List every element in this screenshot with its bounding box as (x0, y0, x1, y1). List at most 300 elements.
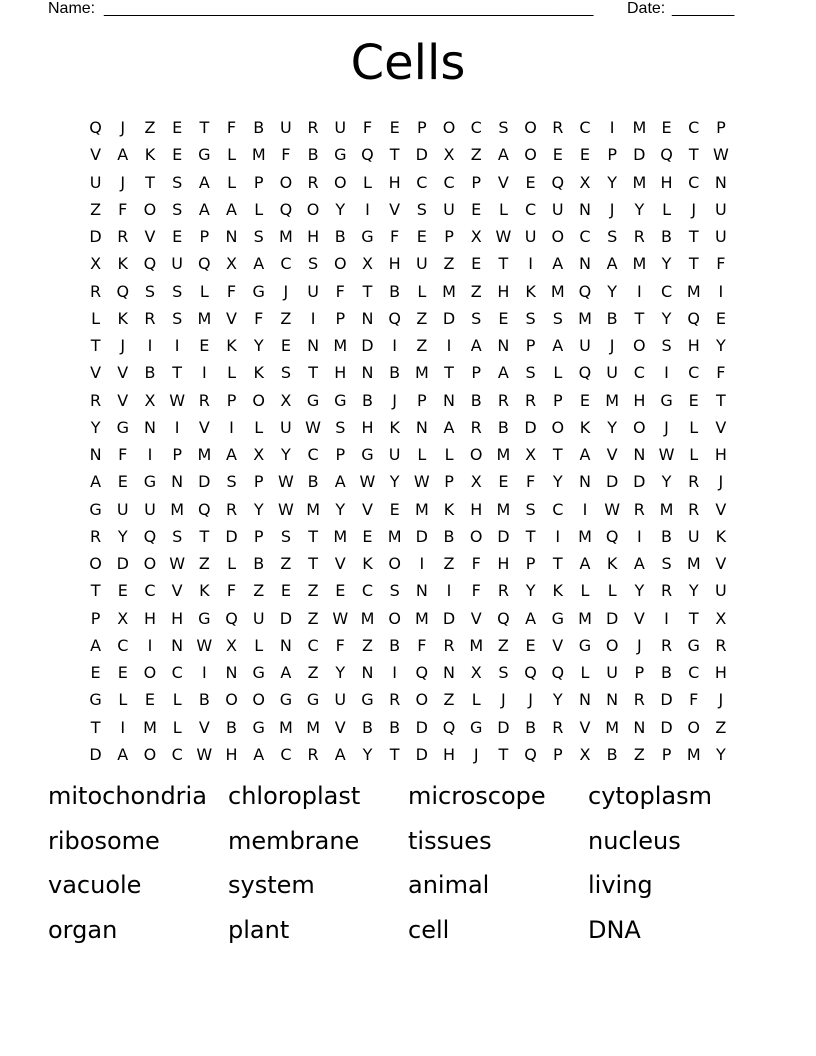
grid-letter[interactable]: V (470, 608, 482, 628)
grid-letter[interactable]: L (118, 690, 128, 710)
grid-letter[interactable]: E (389, 499, 400, 519)
grid-letter[interactable]: O (143, 744, 157, 764)
grid-letter[interactable]: Y (90, 417, 101, 437)
grid-letter[interactable]: L (227, 172, 236, 192)
grid-letter[interactable]: D (415, 744, 428, 764)
grid-letter[interactable]: R (715, 635, 727, 655)
grid-letter[interactable]: C (688, 172, 700, 192)
grid-letter[interactable]: F (118, 199, 128, 219)
grid-letter[interactable]: E (280, 336, 291, 355)
grid-letter[interactable]: O (605, 635, 619, 655)
grid-letter[interactable]: Q (279, 199, 293, 219)
grid-letter[interactable]: A (253, 254, 265, 274)
grid-letter[interactable]: E (661, 118, 672, 137)
grid-letter[interactable]: W (712, 145, 729, 165)
grid-letter[interactable]: R (90, 526, 102, 546)
grid-letter[interactable]: R (660, 635, 673, 655)
grid-letter[interactable]: C (579, 227, 591, 246)
grid-letter[interactable]: Y (253, 499, 264, 519)
grid-letter[interactable]: U (415, 254, 428, 274)
grid-letter[interactable]: S (525, 363, 536, 383)
grid-letter[interactable]: U (280, 118, 292, 137)
grid-letter[interactable]: Q (388, 308, 401, 328)
grid-letter[interactable]: E (199, 336, 210, 355)
grid-letter[interactable]: V (90, 363, 102, 383)
grid-letter[interactable]: T (172, 363, 183, 383)
grid-letter[interactable]: G (361, 690, 374, 710)
grid-letter[interactable]: I (664, 608, 669, 628)
grid-letter[interactable]: D (633, 472, 646, 492)
grid-letter[interactable]: S (552, 308, 563, 328)
grid-letter[interactable]: G (470, 717, 483, 737)
grid-letter[interactable]: O (415, 690, 429, 710)
grid-letter[interactable]: C (307, 635, 319, 655)
grid-letter[interactable]: N (415, 417, 428, 437)
grid-letter[interactable]: M (197, 308, 212, 328)
grid-letter[interactable]: C (579, 118, 591, 137)
grid-letter[interactable]: R (497, 581, 509, 601)
grid-letter[interactable]: H (171, 608, 184, 628)
grid-letter[interactable]: I (147, 336, 153, 355)
grid-letter[interactable]: M (442, 281, 456, 301)
grid-letter[interactable]: Q (497, 608, 510, 628)
grid-letter[interactable]: W (277, 499, 294, 519)
grid-letter[interactable]: L (227, 363, 236, 383)
grid-letter[interactable]: K (715, 526, 727, 546)
grid-letter[interactable]: D (442, 308, 456, 328)
grid-letter[interactable]: C (171, 663, 183, 682)
grid-letter[interactable]: M (605, 717, 620, 737)
grid-letter[interactable]: T (688, 254, 699, 274)
grid-letter[interactable]: R (688, 499, 700, 519)
grid-letter[interactable]: N (361, 363, 374, 383)
grid-letter[interactable]: M (306, 499, 320, 519)
grid-letter[interactable]: I (201, 363, 207, 383)
grid-letter[interactable]: M (414, 499, 429, 519)
grid-letter[interactable]: C (688, 363, 700, 383)
grid-letter[interactable]: O (469, 526, 483, 546)
grid-letter[interactable]: Y (607, 172, 618, 192)
grid-letter[interactable]: P (716, 118, 726, 137)
grid-letter[interactable]: M (279, 717, 293, 737)
grid-letter[interactable]: J (609, 199, 615, 219)
grid-letter[interactable]: Y (525, 581, 536, 601)
grid-letter[interactable]: H (470, 499, 483, 519)
grid-letter[interactable]: D (361, 336, 374, 355)
grid-letter[interactable]: T (552, 554, 563, 573)
grid-letter[interactable]: M (632, 118, 647, 137)
grid-letter[interactable]: J (473, 744, 479, 764)
grid-letter[interactable]: Q (143, 254, 157, 274)
grid-letter[interactable]: X (470, 663, 482, 682)
grid-letter[interactable]: I (636, 281, 642, 301)
grid-letter[interactable]: N (225, 663, 238, 682)
grid-letter[interactable]: Z (144, 118, 156, 137)
grid-letter[interactable]: I (229, 417, 234, 437)
grid-letter[interactable]: G (198, 145, 211, 165)
grid-letter[interactable]: L (172, 717, 182, 737)
grid-letter[interactable]: C (307, 445, 319, 464)
grid-letter[interactable]: L (553, 363, 563, 383)
grid-letter[interactable]: A (334, 472, 346, 492)
grid-letter[interactable]: L (689, 445, 699, 464)
grid-letter[interactable]: F (362, 118, 373, 137)
grid-letter[interactable]: Q (524, 663, 537, 682)
grid-letter[interactable]: X (443, 145, 455, 165)
grid-letter[interactable]: L (227, 145, 236, 165)
grid-letter[interactable]: D (198, 472, 211, 492)
grid-letter[interactable]: R (688, 472, 700, 492)
grid-letter[interactable]: T (389, 145, 400, 165)
grid-letter[interactable]: A (470, 336, 482, 355)
grid-letter[interactable]: T (688, 608, 699, 628)
grid-letter[interactable]: P (634, 663, 645, 682)
grid-letter[interactable]: H (143, 608, 156, 628)
grid-letter[interactable]: I (201, 663, 207, 682)
grid-letter[interactable]: T (362, 281, 373, 301)
grid-letter[interactable]: T (498, 744, 509, 764)
grid-letter[interactable]: E (144, 690, 156, 710)
grid-letter[interactable]: Q (361, 145, 374, 165)
grid-letter[interactable]: W (196, 635, 213, 655)
grid-letter[interactable]: F (417, 635, 427, 655)
grid-letter[interactable]: U (551, 199, 564, 219)
grid-letter[interactable]: V (171, 581, 183, 601)
grid-letter[interactable]: E (471, 199, 482, 219)
grid-letter[interactable]: N (143, 417, 156, 437)
grid-letter[interactable]: B (389, 635, 401, 655)
grid-letter[interactable]: K (144, 145, 156, 165)
grid-letter[interactable]: J (501, 690, 506, 710)
grid-letter[interactable]: O (687, 717, 701, 737)
grid-letter[interactable]: M (578, 526, 592, 546)
grid-letter[interactable]: Y (716, 744, 726, 764)
grid-letter[interactable]: Q (198, 254, 211, 274)
grid-letter[interactable]: L (471, 690, 481, 710)
grid-letter[interactable]: T (308, 526, 318, 546)
grid-letter[interactable]: L (254, 199, 264, 219)
grid-letter[interactable]: I (664, 363, 669, 383)
grid-letter[interactable]: V (361, 499, 373, 519)
grid-letter[interactable]: P (444, 472, 454, 492)
grid-letter[interactable]: E (280, 581, 291, 601)
grid-letter[interactable]: P (253, 172, 264, 192)
grid-letter[interactable]: S (335, 417, 346, 437)
grid-letter[interactable]: K (117, 308, 129, 328)
grid-letter[interactable]: A (90, 635, 102, 655)
grid-letter[interactable]: X (715, 608, 727, 628)
grid-letter[interactable]: W (169, 390, 186, 410)
grid-letter[interactable]: I (365, 199, 370, 219)
grid-letter[interactable]: B (497, 417, 509, 437)
grid-letter[interactable]: J (392, 390, 398, 410)
grid-letter[interactable]: N (279, 635, 292, 655)
grid-letter[interactable]: N (89, 445, 102, 464)
grid-letter[interactable]: B (389, 717, 401, 737)
grid-letter[interactable]: Y (661, 254, 672, 274)
grid-letter[interactable]: S (661, 336, 672, 355)
grid-letter[interactable]: P (253, 526, 264, 546)
grid-letter[interactable]: G (89, 690, 102, 710)
grid-letter[interactable]: E (688, 390, 699, 410)
grid-letter[interactable]: O (279, 172, 293, 192)
grid-letter[interactable]: G (252, 281, 265, 301)
grid-letter[interactable]: T (90, 717, 101, 737)
grid-letter[interactable]: Z (416, 336, 428, 355)
grid-letter[interactable]: R (552, 118, 564, 137)
grid-letter[interactable]: P (607, 145, 617, 165)
grid-letter[interactable]: W (169, 554, 186, 573)
grid-letter[interactable]: P (199, 227, 210, 246)
grid-letter[interactable]: H (714, 445, 727, 464)
grid-letter[interactable]: E (579, 390, 591, 410)
grid-letter[interactable]: I (174, 336, 180, 355)
grid-letter[interactable]: L (91, 308, 101, 328)
grid-letter[interactable]: I (147, 445, 153, 464)
grid-letter[interactable]: V (715, 499, 727, 519)
grid-letter[interactable]: T (716, 390, 726, 410)
grid-letter[interactable]: O (252, 390, 266, 410)
grid-letter[interactable]: I (609, 118, 615, 137)
grid-letter[interactable]: N (578, 254, 591, 274)
grid-letter[interactable]: W (196, 744, 213, 764)
grid-letter[interactable]: C (144, 581, 156, 601)
grid-letter[interactable]: D (524, 417, 537, 437)
grid-letter[interactable]: M (578, 608, 592, 628)
grid-letter[interactable]: Q (442, 717, 456, 737)
grid-letter[interactable]: F (525, 472, 536, 492)
grid-letter[interactable]: O (143, 199, 157, 219)
grid-letter[interactable]: P (90, 608, 101, 628)
grid-letter[interactable]: N (497, 336, 510, 355)
grid-letter[interactable]: Y (253, 336, 264, 355)
grid-letter[interactable]: O (633, 417, 646, 437)
grid-letter[interactable]: W (305, 417, 321, 437)
grid-letter[interactable]: C (688, 118, 700, 137)
grid-letter[interactable]: K (579, 417, 591, 437)
grid-letter[interactable]: M (632, 254, 647, 274)
grid-letter[interactable]: Z (307, 608, 319, 628)
grid-letter[interactable]: R (307, 118, 319, 137)
grid-letter[interactable]: Y (335, 499, 346, 519)
grid-letter[interactable]: U (334, 690, 347, 710)
grid-letter[interactable]: U (579, 336, 591, 355)
grid-letter[interactable]: F (390, 227, 400, 246)
grid-letter[interactable]: M (197, 445, 212, 464)
grid-letter[interactable]: I (419, 554, 425, 573)
grid-letter[interactable]: T (199, 118, 210, 137)
grid-letter[interactable]: Y (552, 472, 563, 492)
grid-letter[interactable]: O (551, 227, 565, 246)
grid-letter[interactable]: L (254, 417, 264, 437)
grid-letter[interactable]: L (498, 199, 508, 219)
grid-letter[interactable]: C (470, 118, 482, 137)
grid-letter[interactable]: C (660, 281, 673, 301)
grid-letter[interactable]: M (686, 281, 701, 301)
grid-letter[interactable]: N (415, 581, 428, 601)
grid-letter[interactable]: H (443, 744, 456, 764)
grid-letter[interactable]: T (90, 581, 101, 601)
grid-letter[interactable]: V (117, 363, 129, 383)
grid-letter[interactable]: R (525, 390, 537, 410)
grid-letter[interactable]: S (172, 308, 183, 328)
grid-letter[interactable]: Z (443, 690, 455, 710)
grid-letter[interactable]: F (254, 308, 264, 328)
grid-letter[interactable]: N (714, 172, 727, 192)
grid-letter[interactable]: P (471, 172, 482, 192)
grid-letter[interactable]: C (117, 635, 129, 655)
grid-letter[interactable]: U (715, 199, 727, 219)
grid-letter[interactable]: D (497, 526, 510, 546)
grid-letter[interactable]: U (388, 445, 401, 464)
grid-letter[interactable]: K (199, 581, 210, 601)
grid-letter[interactable]: Y (552, 690, 563, 710)
grid-letter[interactable]: A (552, 254, 564, 274)
grid-letter[interactable]: R (552, 717, 564, 737)
grid-letter[interactable]: S (308, 254, 319, 274)
grid-letter[interactable]: U (687, 526, 700, 546)
grid-letter[interactable]: S (607, 227, 618, 246)
grid-letter[interactable]: I (392, 336, 398, 355)
grid-letter[interactable]: J (664, 417, 669, 437)
grid-letter[interactable]: E (552, 145, 563, 165)
grid-letter[interactable]: O (306, 199, 320, 219)
grid-letter[interactable]: M (306, 717, 320, 737)
grid-letter[interactable]: Q (605, 526, 619, 546)
grid-letter[interactable]: U (280, 417, 292, 437)
grid-letter[interactable]: P (471, 363, 482, 383)
grid-letter[interactable]: Y (607, 417, 618, 437)
grid-letter[interactable]: X (144, 390, 156, 410)
grid-letter[interactable]: H (633, 390, 646, 410)
grid-letter[interactable]: C (525, 199, 537, 219)
grid-letter[interactable]: S (172, 172, 183, 192)
grid-letter[interactable]: E (416, 227, 427, 246)
grid-letter[interactable]: A (117, 145, 129, 165)
grid-letter[interactable]: P (661, 744, 672, 764)
grid-letter[interactable]: T (90, 336, 101, 355)
grid-letter[interactable]: O (551, 417, 565, 437)
grid-letter[interactable]: V (198, 417, 210, 437)
grid-letter[interactable]: F (226, 581, 237, 601)
grid-letter[interactable]: D (660, 690, 673, 710)
grid-letter[interactable]: H (388, 254, 401, 274)
grid-letter[interactable]: X (117, 608, 129, 628)
grid-letter[interactable]: R (307, 744, 319, 764)
grid-letter[interactable]: I (528, 254, 533, 274)
grid-letter[interactable]: L (444, 445, 454, 464)
grid-letter[interactable]: G (551, 608, 564, 628)
grid-letter[interactable]: S (226, 472, 237, 492)
date-field[interactable]: _______ (672, 0, 735, 17)
grid-letter[interactable]: N (171, 472, 184, 492)
grid-letter[interactable]: U (606, 663, 619, 682)
grid-letter[interactable]: F (471, 581, 481, 601)
grid-letter[interactable]: G (306, 390, 320, 410)
grid-letter[interactable]: S (144, 281, 156, 301)
grid-letter[interactable]: M (251, 145, 266, 165)
grid-letter[interactable]: L (689, 417, 699, 437)
grid-letter[interactable]: S (525, 499, 536, 519)
grid-letter[interactable]: E (525, 635, 536, 655)
grid-letter[interactable]: P (552, 390, 563, 410)
grid-letter[interactable]: C (280, 254, 292, 274)
grid-letter[interactable]: E (172, 118, 183, 137)
grid-letter[interactable]: B (334, 227, 346, 246)
grid-letter[interactable]: O (524, 145, 537, 165)
grid-letter[interactable]: R (90, 281, 102, 301)
grid-letter[interactable]: P (525, 554, 536, 573)
grid-letter[interactable]: R (633, 227, 645, 246)
grid-letter[interactable]: N (361, 663, 374, 682)
grid-letter[interactable]: Z (307, 663, 319, 682)
grid-letter[interactable]: Q (524, 744, 537, 764)
grid-letter[interactable]: O (388, 554, 401, 573)
grid-letter[interactable]: O (633, 336, 646, 355)
grid-letter[interactable]: A (525, 608, 537, 628)
grid-letter[interactable]: G (578, 635, 592, 655)
grid-letter[interactable]: C (552, 499, 564, 519)
grid-letter[interactable]: T (688, 145, 699, 165)
grid-letter[interactable]: V (334, 717, 346, 737)
grid-letter[interactable]: H (225, 744, 238, 764)
grid-letter[interactable]: A (198, 172, 210, 192)
grid-letter[interactable]: I (446, 581, 452, 601)
grid-letter[interactable]: G (279, 690, 293, 710)
grid-letter[interactable]: T (498, 254, 509, 274)
grid-letter[interactable]: G (361, 445, 374, 464)
grid-letter[interactable]: L (580, 581, 590, 601)
grid-letter[interactable]: Q (143, 526, 157, 546)
grid-letter[interactable]: M (496, 499, 511, 519)
grid-letter[interactable]: W (495, 227, 512, 246)
grid-letter[interactable]: W (277, 472, 294, 492)
grid-letter[interactable]: X (280, 390, 292, 410)
grid-letter[interactable]: Y (281, 445, 291, 464)
grid-letter[interactable]: H (497, 554, 510, 573)
grid-letter[interactable]: S (525, 308, 536, 328)
grid-letter[interactable]: R (144, 308, 156, 328)
grid-letter[interactable]: U (715, 227, 727, 246)
grid-letter[interactable]: P (417, 118, 427, 137)
grid-letter[interactable]: E (471, 254, 482, 274)
grid-letter[interactable]: H (714, 663, 727, 682)
grid-letter[interactable]: K (525, 281, 536, 301)
grid-letter[interactable]: O (143, 663, 157, 682)
grid-letter[interactable]: L (662, 199, 671, 219)
grid-letter[interactable]: G (334, 145, 347, 165)
grid-letter[interactable]: E (362, 526, 373, 546)
grid-letter[interactable]: G (116, 417, 129, 437)
grid-letter[interactable]: K (253, 363, 264, 383)
grid-letter[interactable]: S (172, 199, 183, 219)
grid-letter[interactable]: M (578, 308, 592, 328)
grid-letter[interactable]: C (688, 663, 700, 682)
grid-letter[interactable]: Z (361, 635, 373, 655)
grid-letter[interactable]: E (117, 663, 128, 682)
grid-letter[interactable]: D (415, 145, 428, 165)
grid-letter[interactable]: R (443, 635, 455, 655)
grid-letter[interactable]: B (661, 526, 673, 546)
grid-letter[interactable]: J (120, 336, 126, 355)
grid-letter[interactable]: I (718, 281, 724, 301)
grid-letter[interactable]: I (555, 526, 561, 546)
grid-letter[interactable]: A (552, 336, 564, 355)
grid-letter[interactable]: A (280, 663, 292, 682)
grid-letter[interactable]: M (469, 635, 484, 655)
name-field[interactable]: _______________________________________________________ (104, 0, 594, 17)
grid-letter[interactable]: Y (389, 472, 400, 492)
